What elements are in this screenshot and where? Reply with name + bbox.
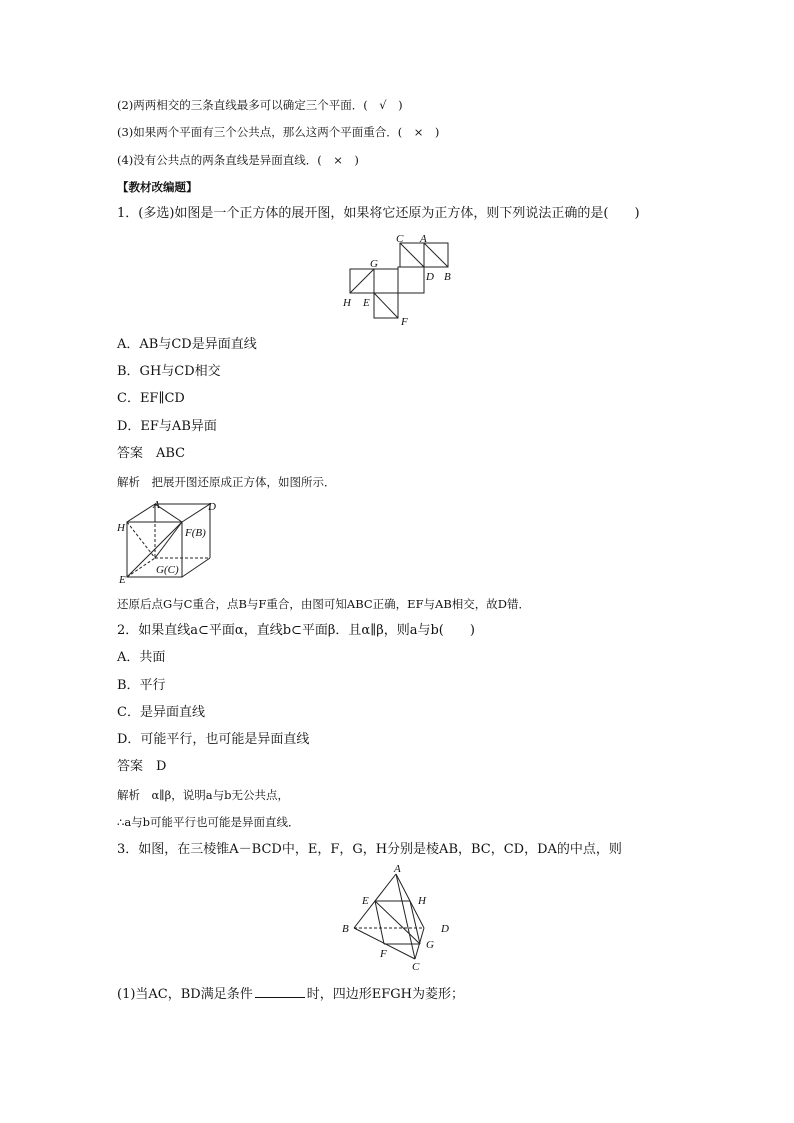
option-1a: A．AB与CD是异面直线 — [117, 337, 257, 352]
answer-2: 答案 D — [117, 759, 167, 774]
question-3: 3．如图，在三棱锥A－BCD中，E，F，G，H分别是棱AB，BC，CD，DA的中点，则 — [117, 842, 622, 857]
cube-label-E: E — [119, 574, 126, 586]
net-label-C: C — [396, 233, 404, 245]
section-heading: 【教材改编题】 — [117, 180, 198, 194]
explanation-2-cont: ∴a与b可能平行也可能是异面直线． — [117, 815, 300, 829]
net-label-H: H — [343, 297, 351, 309]
q3-part1-suffix: 时，四边形EFGH为菱形； — [306, 987, 464, 1002]
tet-label-H: H — [418, 895, 426, 907]
option-1d: D．EF与AB异面 — [117, 419, 217, 434]
option-2b: B．平行 — [117, 678, 166, 693]
option-2c: C．是异面直线 — [117, 705, 205, 720]
answer-blank[interactable] — [255, 985, 305, 998]
tet-label-G: G — [426, 939, 434, 951]
question-2: 2．如果直线a⊂平面α，直线b⊂平面β．且α∥β，则a与b( ) — [117, 623, 475, 638]
net-label-G: G — [370, 258, 378, 270]
explanation-2: 解析 α∥β，说明a与b无公共点， — [117, 788, 289, 802]
net-label-E: E — [363, 297, 370, 309]
option-2a: A．共面 — [117, 650, 166, 665]
question-3-part-1 — [117, 985, 464, 1003]
option-2d: D．可能平行，也可能是异面直线 — [117, 732, 310, 747]
statement-3: (3)如果两个平面有三个公共点，那么这两个平面重合．( × ) — [117, 125, 440, 139]
cube-label-D: D — [208, 501, 216, 513]
cube-label-A: A — [153, 499, 160, 511]
net-label-A: A — [420, 233, 427, 245]
explanation-1: 解析 把展开图还原成正方体，如图所示． — [117, 475, 336, 489]
tet-label-D: D — [441, 923, 449, 935]
tet-label-E: E — [362, 895, 369, 907]
tet-label-C: C — [412, 961, 420, 973]
statement-4: (4)没有公共点的两条直线是异面直线．( × ) — [117, 153, 359, 167]
cube-label-FB: F(B) — [185, 527, 206, 539]
statement-2: (2)两两相交的三条直线最多可以确定三个平面．( √ ) — [117, 98, 403, 112]
q3-part1-prefix: (1)当AC，BD满足条件 — [117, 987, 253, 1002]
tet-label-A: A — [394, 863, 401, 875]
explanation-1-cont: 还原后点G与C重合，点B与F重合，由图可知ABC正确，EF与AB相交，故D错． — [117, 597, 531, 611]
tetrahedron-figure — [338, 864, 458, 974]
option-1b: B．GH与CD相交 — [117, 364, 221, 379]
net-label-D: D — [426, 271, 434, 283]
option-1c: C．EF∥CD — [117, 391, 185, 406]
tet-label-B: B — [342, 923, 349, 935]
cube-label-H: H — [117, 522, 125, 534]
cube-net-figure — [340, 232, 460, 327]
question-1: 1．(多选)如图是一个正方体的展开图，如果将它还原为正方体，则下列说法正确的是( ) — [117, 206, 640, 221]
answer-1: 答案 ABC — [117, 446, 186, 461]
tet-label-F: F — [380, 948, 387, 960]
net-label-F: F — [401, 316, 408, 328]
net-label-B: B — [444, 271, 451, 283]
cube-figure — [115, 498, 225, 586]
cube-label-GC: G(C) — [156, 564, 179, 576]
